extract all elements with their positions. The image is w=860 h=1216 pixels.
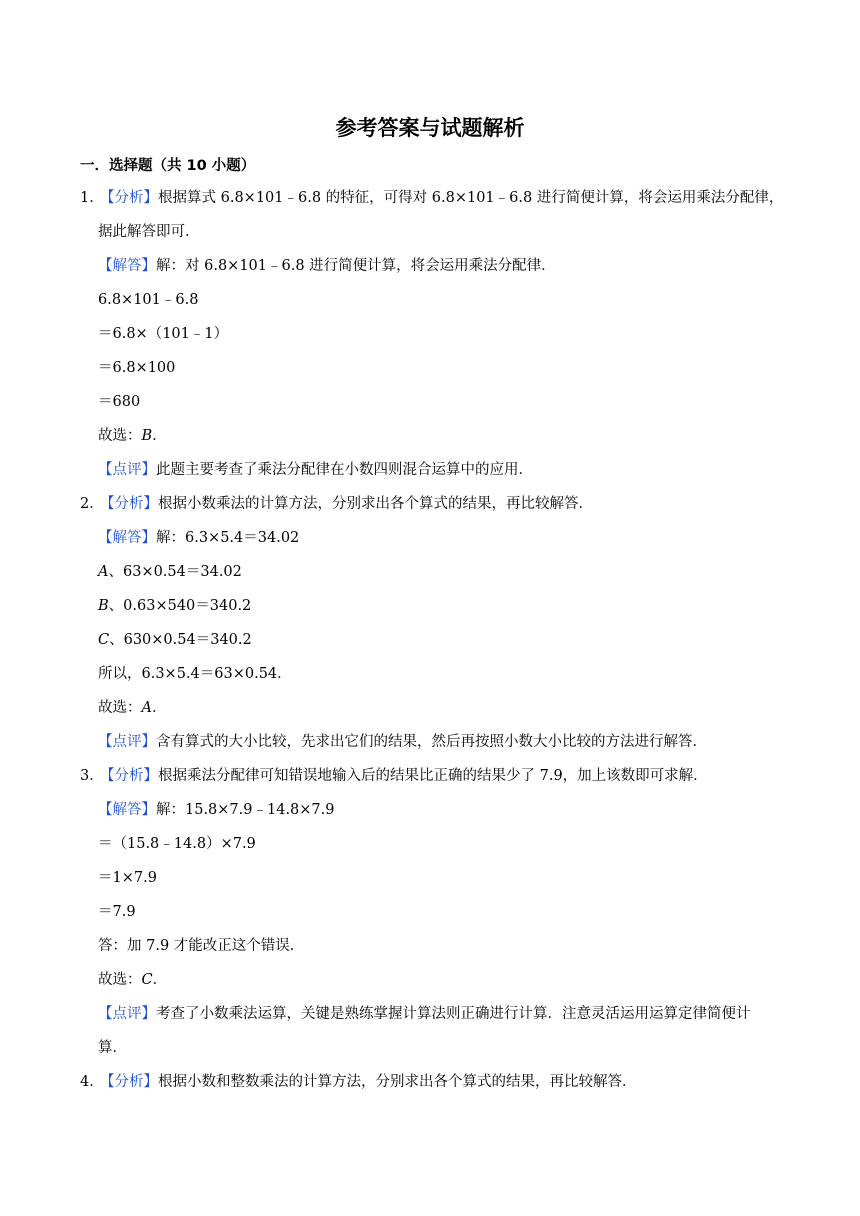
q3-step: ＝1×7.9 <box>98 870 157 886</box>
q3-comment-cont: 算． <box>98 1040 127 1056</box>
q3-solution-line <box>98 800 335 820</box>
choice-suffix: ． <box>151 700 167 716</box>
q2-option-b <box>98 596 251 616</box>
q2-comment-line <box>98 732 707 752</box>
solution-tag: 【解答】 <box>98 802 156 818</box>
q3-choice <box>98 970 167 990</box>
q3-solution-text: 解：15.8×7.9﹣14.8×7.9 <box>156 802 335 818</box>
q3-analysis-line <box>80 766 708 786</box>
choice-letter: A <box>141 700 152 716</box>
q2-analysis-text: 根据小数乘法的计算方法，分别求出各个算式的结果，再比较解答． <box>158 496 593 512</box>
option-text: 、63×0.54＝34.02 <box>108 564 242 580</box>
choice-prefix: 故选： <box>98 700 142 716</box>
question-number: 2． <box>80 496 104 512</box>
page-title: 参考答案与试题解析 <box>335 116 525 140</box>
q2-option-a <box>98 562 242 582</box>
comment-tag: 【点评】 <box>98 734 156 750</box>
q3-comment-text: 考查了小数乘法运算，关键是熟练掌握计算法则正确进行计算．注意灵活运用运算定律简便计 <box>156 1006 751 1022</box>
option-letter: A <box>98 564 109 580</box>
q1-analysis-line <box>80 188 783 208</box>
q3-answer: 答：加 7.9 才能改正这个错误． <box>98 938 305 954</box>
q3-step: ＝7.9 <box>98 904 136 920</box>
q2-choice <box>98 698 166 718</box>
q1-analysis-cont: 据此解答即可． <box>98 224 200 240</box>
choice-letter: B <box>141 428 153 444</box>
q2-option-c <box>98 630 252 650</box>
analysis-tag: 【分析】 <box>100 190 158 206</box>
q1-step: ＝6.8×100 <box>98 360 176 376</box>
q1-comment-text: 此题主要考查了乘法分配律在小数四则混合运算中的应用． <box>156 462 533 478</box>
choice-suffix: ． <box>152 972 168 988</box>
q1-solution-line <box>98 256 556 276</box>
q1-step: ＝6.8×（101﹣1） <box>98 326 229 342</box>
q3-comment-line <box>98 1004 751 1024</box>
q4-analysis-text: 根据小数和整数乘法的计算方法，分别求出各个算式的结果，再比较解答． <box>158 1074 637 1090</box>
option-text: 、0.63×540＝340.2 <box>108 598 252 614</box>
choice-suffix: ． <box>152 428 167 444</box>
q1-analysis-text: 根据算式 6.8×101﹣6.8 的特征，可得对 6.8×101﹣6.8 进行简便计算，将会运用乘法分配律， <box>158 190 784 206</box>
q4-analysis-line <box>80 1072 637 1092</box>
question-number: 3． <box>80 768 104 784</box>
question-number: 4． <box>80 1074 104 1090</box>
q1-step: ＝680 <box>98 394 141 410</box>
choice-letter: C <box>141 972 153 988</box>
solution-tag: 【解答】 <box>98 530 156 546</box>
option-letter: C <box>98 632 110 648</box>
q2-solution-text: 解：6.3×5.4＝34.02 <box>156 530 300 546</box>
q3-step: ＝（15.8﹣14.8）×7.9 <box>98 836 256 852</box>
option-text: 、630×0.54＝340.2 <box>109 632 252 648</box>
q2-analysis-line <box>80 494 593 514</box>
question-number: 1． <box>80 190 104 206</box>
comment-tag: 【点评】 <box>98 1006 156 1022</box>
comment-tag: 【点评】 <box>98 462 156 478</box>
analysis-tag: 【分析】 <box>100 1074 158 1090</box>
q1-choice <box>98 426 167 446</box>
q3-analysis-text: 根据乘法分配律可知错误地输入后的结果比正确的结果少了 7.9，加上该数即可求解． <box>158 768 708 784</box>
choice-prefix: 故选： <box>98 972 142 988</box>
analysis-tag: 【分析】 <box>100 496 158 512</box>
q2-conclusion: 所以，6.3×5.4＝63×0.54． <box>98 666 292 682</box>
solution-tag: 【解答】 <box>98 258 156 274</box>
q2-comment-text: 含有算式的大小比较，先求出它们的结果，然后再按照小数大小比较的方法进行解答． <box>156 734 707 750</box>
q1-solution-text: 解：对 6.8×101﹣6.8 进行简便计算，将会运用乘法分配律． <box>156 258 556 274</box>
option-letter: B <box>98 598 109 614</box>
section-heading: 一．选择题（共 10 小题） <box>80 158 256 174</box>
q1-step: 6.8×101﹣6.8 <box>98 292 199 308</box>
q1-comment-line <box>98 460 533 480</box>
q2-solution-line <box>98 528 299 548</box>
analysis-tag: 【分析】 <box>100 768 158 784</box>
choice-prefix: 故选： <box>98 428 142 444</box>
